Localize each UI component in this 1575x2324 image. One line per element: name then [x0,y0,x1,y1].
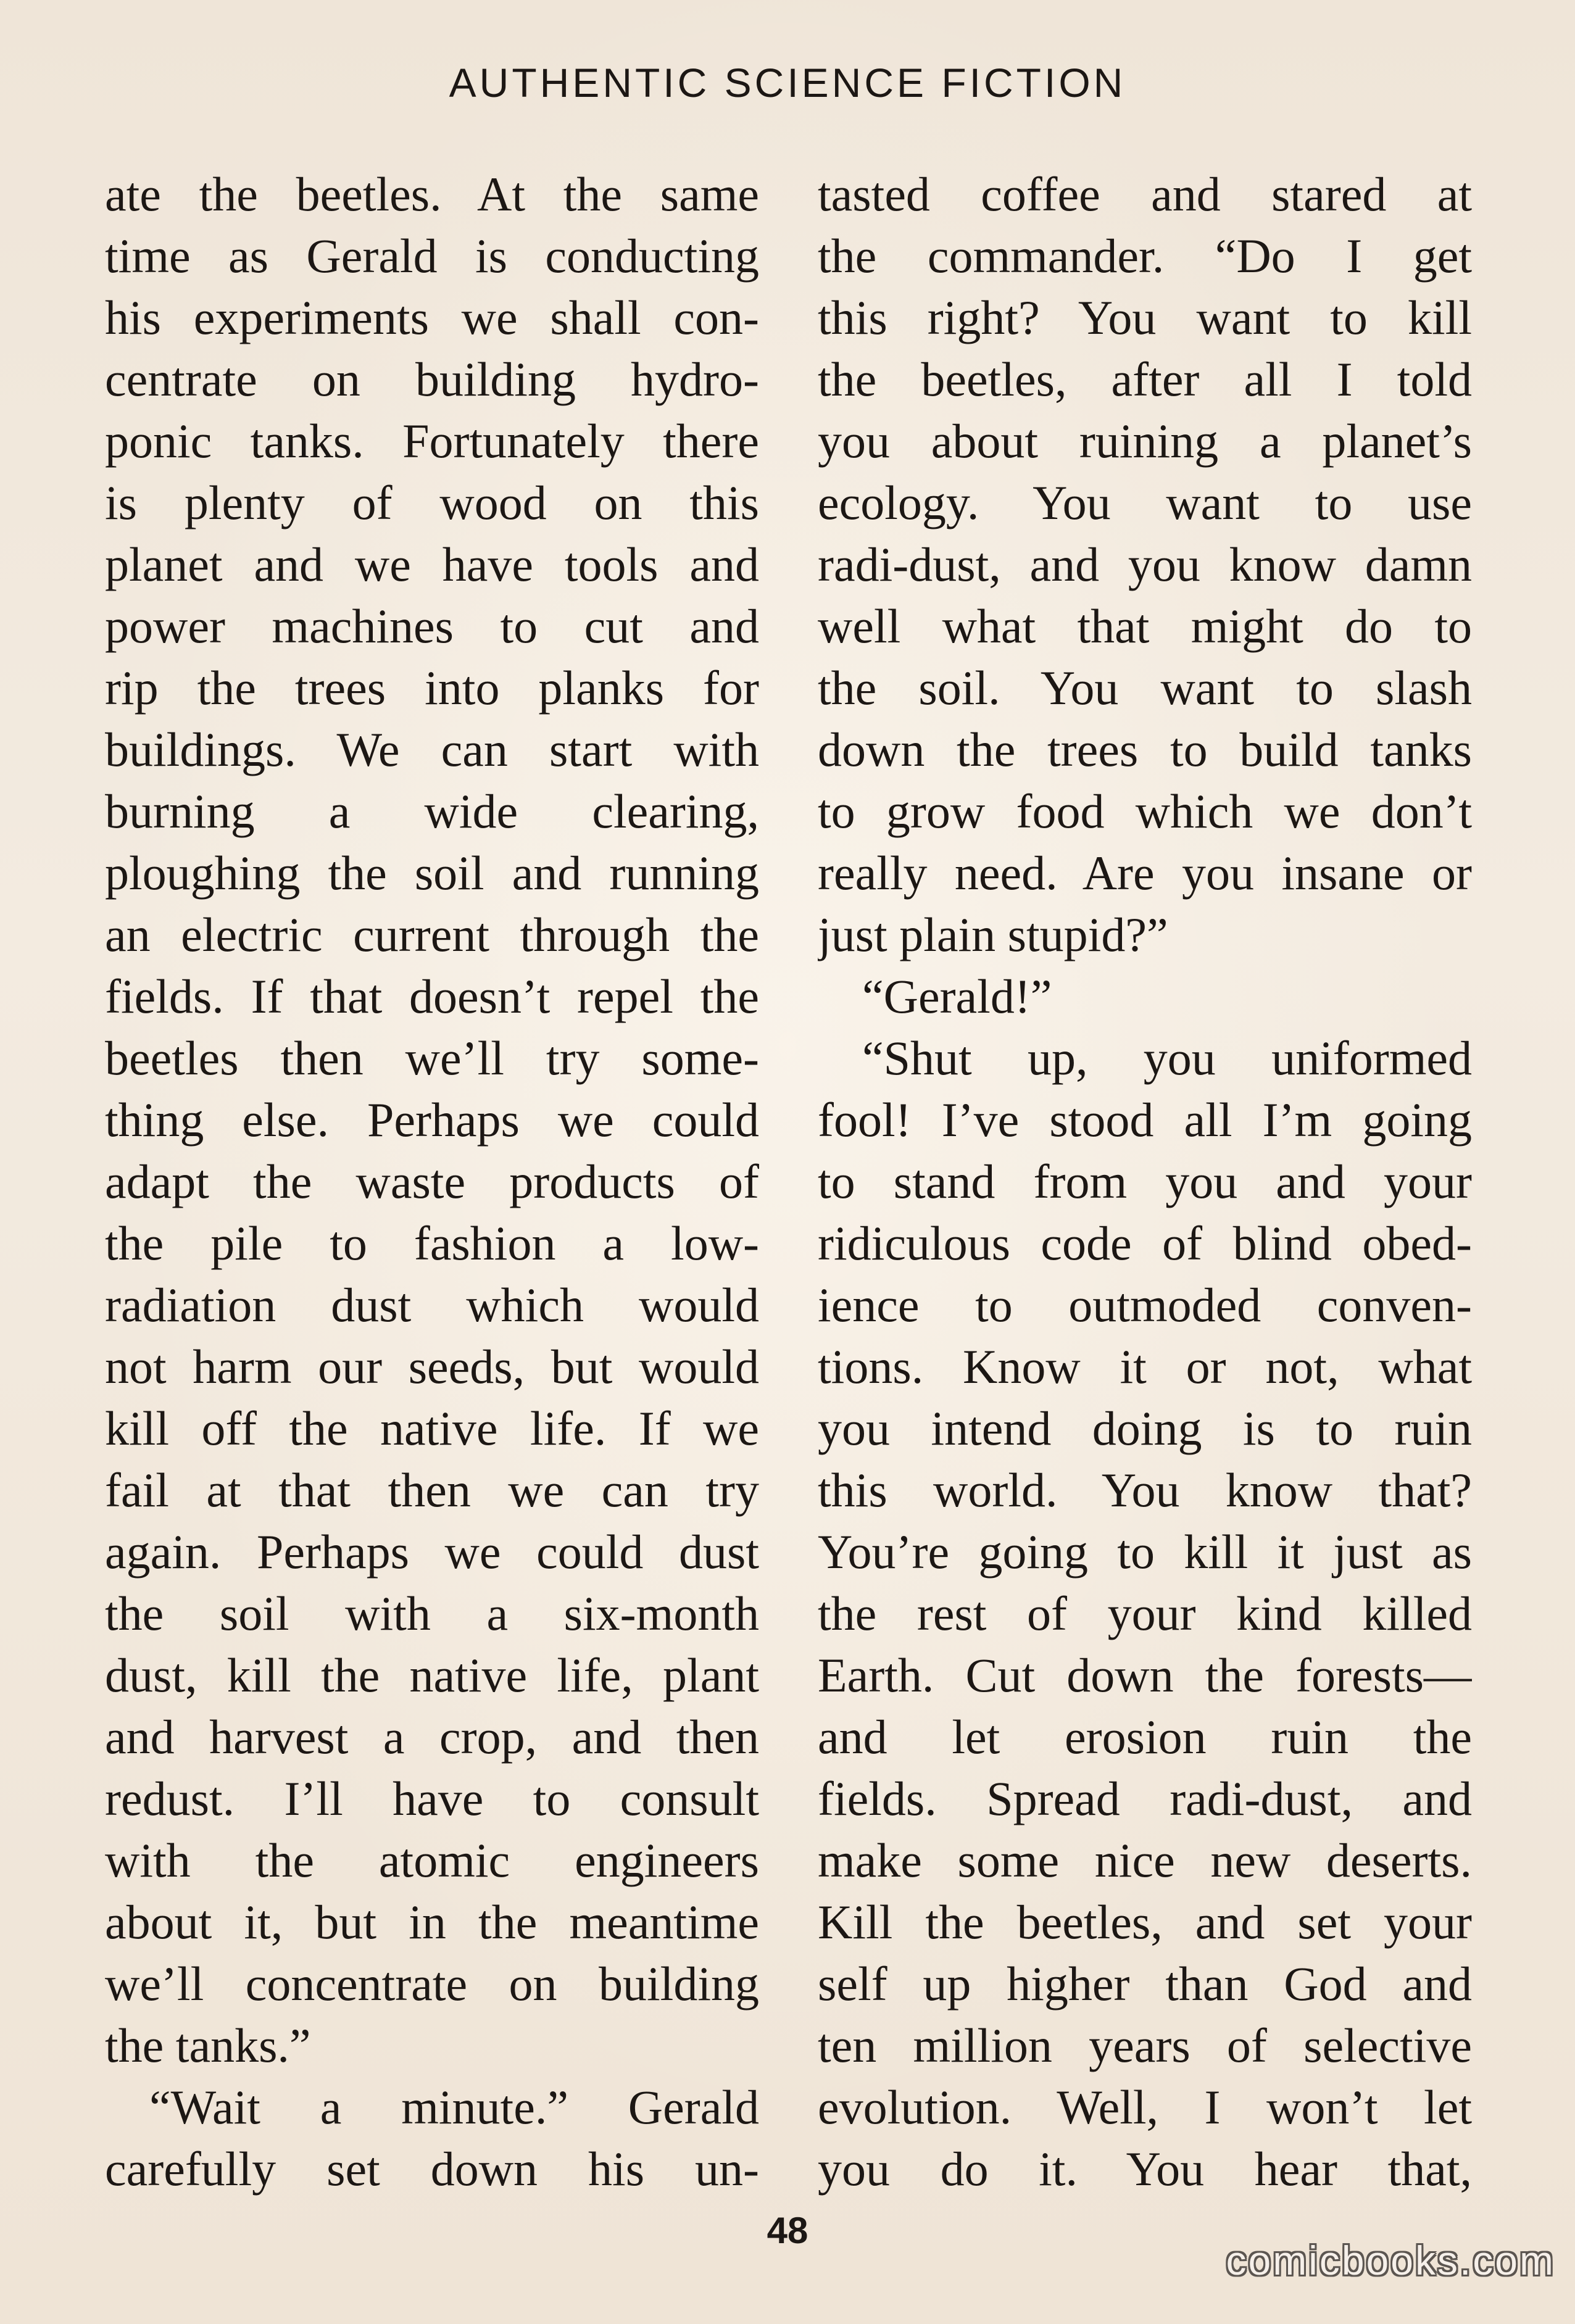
running-title: AUTHENTIC SCIENCE FICTION [449,60,1126,106]
text-line: radiation dust which would [105,1278,759,1332]
text-line: tions. Know it or not, what [818,1340,1472,1393]
text-line: Earth. Cut down the forests— [818,1648,1472,1702]
text-line: radi-dust, and you know damn [818,537,1472,591]
text-line: the soil with a six-month [105,1587,759,1640]
page-number: 48 [767,2210,808,2251]
text-line: carefully set down his un- [105,2142,759,2196]
text-line: ecology. You want to use [818,476,1472,529]
text-line: centrate on building hydro- [105,352,759,406]
text-column-left [105,164,759,2200]
text-line: this right? You want to kill [818,291,1472,344]
watermark-logo: comicbooks.com [1226,2238,1555,2283]
text-line: ponic tanks. Fortunately there [105,414,759,468]
text-line: fields. Spread radi-dust, and [818,1772,1472,1825]
text-line: tasted coffee and stared at [818,167,1472,221]
text-line: not harm our seeds, but would [105,1340,759,1393]
text-line: dust, kill the native life, plant [105,1648,759,1702]
text-line: the tanks.” [105,2019,311,2072]
text-line: the beetles, after all I told [818,352,1472,406]
text-line: is plenty of wood on this [105,476,759,529]
text-line: and let erosion ruin the [818,1710,1472,1764]
text-line: ate the beetles. At the same [105,167,759,221]
text-line: well what that might do to [818,599,1472,653]
text-line: about it, but in the meantime [105,1895,759,1949]
text-line: the rest of your kind killed [818,1587,1472,1640]
text-line: with the atomic engineers [105,1833,759,1887]
text-line: evolution. Well, I won’t let [818,2080,1472,2134]
text-line: you about ruining a planet’s [818,414,1472,468]
text-line: redust. I’ll have to consult [105,1772,759,1825]
text-line: burning a wide clearing, [105,784,759,838]
text-line: we’ll concentrate on building [105,1957,759,2011]
text-line: again. Perhaps we could dust [105,1525,759,1579]
text-line: his experiments we shall con- [105,291,759,344]
text-line: buildings. We can start with [105,723,759,776]
text-line: you intend doing is to ruin [818,1401,1472,1455]
text-line: make some nice new deserts. [818,1833,1472,1887]
text-line: to grow food which we don’t [818,784,1472,838]
text-line: You’re going to kill it just as [818,1525,1472,1579]
text-line: just plain stupid?” [818,908,1168,961]
text-column-right [818,164,1472,2200]
text-line: planet and we have tools and [105,537,759,591]
text-line: kill off the native life. If we [105,1401,759,1455]
text-line: fool! I’ve stood all I’m going [818,1093,1472,1147]
text-line: ploughing the soil and running [105,846,759,900]
text-line: and harvest a crop, and then [105,1710,759,1764]
text-line: beetles then we’ll try some- [105,1031,759,1085]
text-line: “Gerald!” [862,969,1052,1023]
text-line: power machines to cut and [105,599,759,653]
text-line: the soil. You want to slash [818,661,1472,715]
text-line: adapt the waste products of [105,1155,759,1208]
text-line: self up higher than God and [818,1957,1472,2011]
text-line: an electric current through the [105,908,759,961]
text-line: down the trees to build tanks [818,723,1472,776]
text-line: time as Gerald is conducting [105,229,759,283]
text-line: rip the trees into planks for [105,661,759,715]
text-line: fail at that then we can try [105,1463,759,1517]
text-line: fields. If that doesn’t repel the [105,969,759,1023]
text-line: this world. You know that? [818,1463,1472,1517]
text-line: “Shut up, you uniformed [862,1031,1472,1085]
text-line: the pile to fashion a low- [105,1216,759,1270]
text-line: the commander. “Do I get [818,229,1472,283]
text-line: thing else. Perhaps we could [105,1093,759,1147]
text-line: to stand from you and your [818,1155,1472,1208]
text-line: ridiculous code of blind obed- [818,1216,1472,1270]
text-line: you do it. You hear that, [818,2142,1472,2196]
text-line: ten million years of selective [818,2019,1472,2072]
text-line: “Wait a minute.” Gerald [149,2080,759,2134]
text-line: ience to outmoded conven- [818,1278,1472,1332]
text-line: Kill the beetles, and set your [818,1895,1472,1949]
text-line: really need. Are you insane or [818,846,1472,900]
